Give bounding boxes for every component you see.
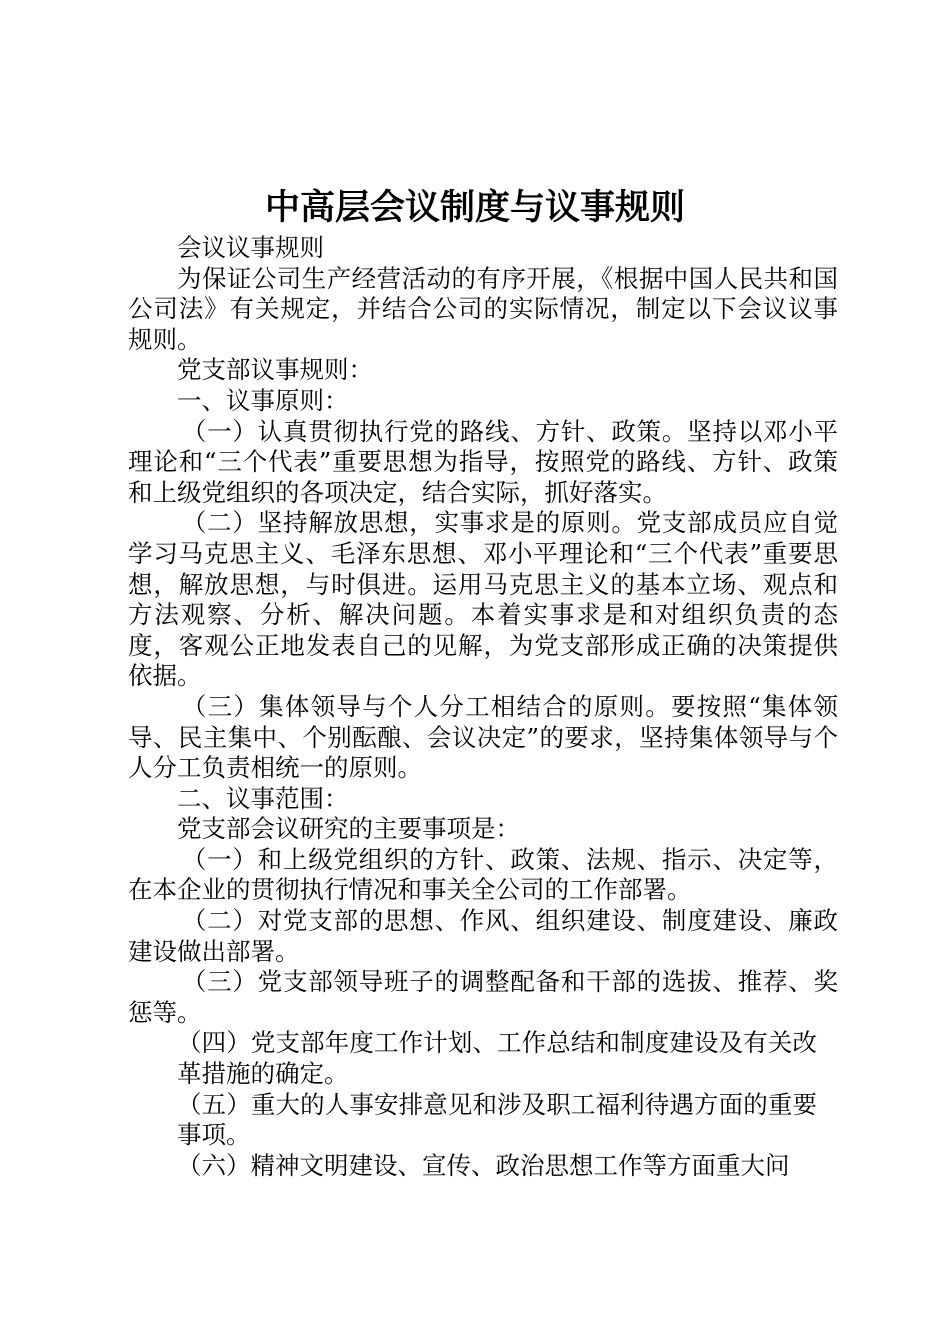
paragraph: （三）党支部领导班子的调整配备和干部的选拔、推荐、奖惩等。: [128, 967, 838, 1027]
paragraph: （六）精神文明建设、宣传、政治思想工作等方面重大问: [177, 1150, 790, 1180]
document-body: [128, 233, 838, 1181]
paragraph: （四）党支部年度工作计划、工作总结和制度建设及有关改革措施的确定。: [177, 1028, 817, 1089]
document-title: 中高层会议制度与议事规则: [264, 188, 685, 228]
paragraph: （二）对党支部的思想、作风、组织建设、制度建设、廉政建设做出部署。: [128, 906, 838, 966]
paragraph: （五）重大的人事安排意见和涉及职工福利待遇方面的重要事项。: [177, 1089, 817, 1150]
paragraph: （一）和上级党组织的方针、政策、法规、指示、决定等，在本企业的贯彻执行情况和事关全公司的工作部署。: [128, 844, 838, 905]
paragraph: 为保证公司生产经营活动的有序开展，《根据中国人民共和国公司法》有关规定，并结合公司的实际情况，制定以下会议议事规则。: [128, 263, 838, 354]
paragraph: （二）坚持解放思想，实事求是的原则。党支部成员应自觉学习马克思主义、毛泽东思想、邓小平理论和“三个代表”重要思想，解放思想，与时俱进。运用马克思主义的基本立场、观点和方法观察、分析、解决问题。本着实事求是和对组织负责的态度，客观公正地发表自己的见解，为党支部形成正确的决策提供依据。: [128, 508, 838, 691]
paragraph: 二、议事范围：: [177, 783, 349, 813]
paragraph: 会议议事规则: [177, 233, 324, 262]
paragraph: 一、议事原则：: [177, 385, 349, 415]
paragraph: 党支部议事规则：: [177, 355, 373, 385]
paragraph: （一）认真贯彻执行党的路线、方针、政策。坚持以邓小平理论和“三个代表”重要思想为指导，按照党的路线、方针、政策和上级党组织的各项决定，结合实际，抓好落实。: [128, 416, 838, 507]
paragraph: （三）集体领导与个人分工相结合的原则。要按照“集体领导、民主集中、个别酝酿、会议决定”的要求，坚持集体领导与个人分工负责相统一的原则。: [128, 691, 838, 783]
paragraph: 党支部会议研究的主要事项是：: [177, 814, 520, 844]
